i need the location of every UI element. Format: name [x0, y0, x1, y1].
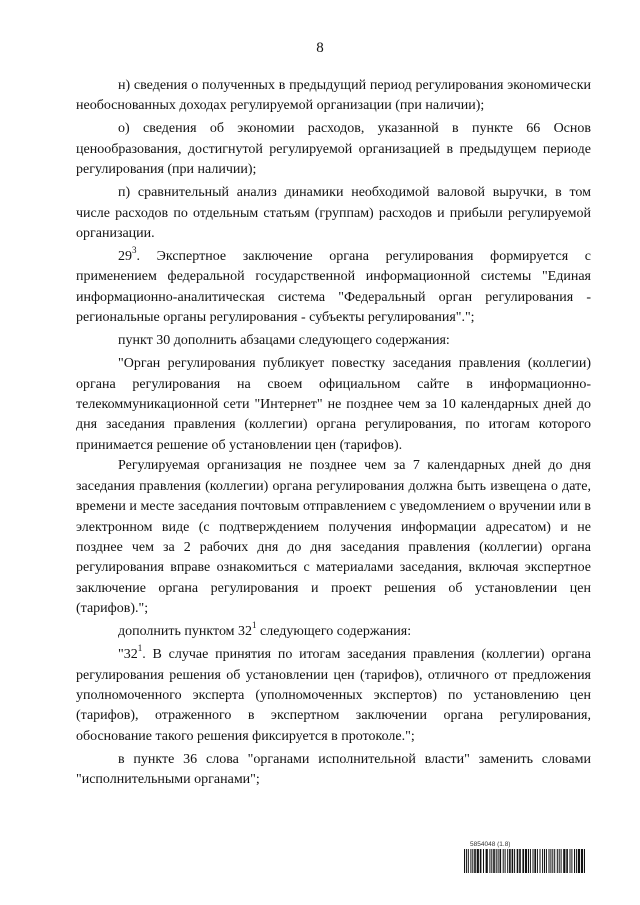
paragraph-text: "Орган регулирования публикует повестку заседания правления (коллегии) органа регулирования на своем официальном сайте в информационно-телекоммуникационной сети "Интернет" не позднее чем за 10 календарных дней до дня заседания правления (коллегии) органа регулирования, по итогам которого принимается решение об установлении цен (тарифов).	[76, 356, 591, 453]
paragraph-item-o	[76, 119, 591, 180]
page-number: 8	[316, 40, 324, 56]
paragraph-instruction-30	[76, 331, 591, 351]
paragraph-text: пункт 30 дополнить абзацами следующего содержания:	[118, 333, 450, 349]
paragraph-text: . В случае принятия по итогам заседания правления (коллегии) органа регулирования решения об установлении цен (тарифов), отличного от предложения уполномоченного эксперта (уполномоченных экспертов) по установлению цен (тарифов), отраженного в экспертном заключении органа регулирования, обоснование такого решения фиксируется в протоколе.";	[76, 647, 591, 744]
paragraph-item-p	[76, 183, 591, 244]
paragraph-text: н) сведения о полученных в предыдущий период регулирования экономически необоснованных доходах регулируемой организации (при наличии);	[76, 78, 591, 114]
paragraph-text: дополнить пунктом 32	[118, 624, 253, 640]
barcode-icon	[464, 849, 586, 873]
paragraph-text: в пункте 36 слова "органами исполнительной власти" заменить словами "исполнительными органами";	[76, 751, 591, 788]
clause-superscript: 3	[132, 245, 137, 256]
barcode-block	[464, 840, 586, 873]
clause-superscript: 1	[252, 620, 257, 631]
paragraph-quoted-notice	[76, 456, 591, 619]
document-body	[76, 76, 591, 793]
clause-superscript: 1	[137, 643, 143, 654]
paragraph-clause-29-3	[76, 247, 591, 329]
paragraph-text: о) сведения об экономии расходов, указанной в пункте 66 Основ ценообразования, достигнутой регулируемой организацией в предыдущем периоде регулирования (при наличии);	[76, 121, 591, 178]
paragraph-instruction-36	[76, 750, 591, 791]
clause-number: "32	[118, 647, 138, 663]
clause-number: 29	[118, 249, 132, 265]
paragraph-quoted-agenda	[76, 354, 591, 456]
paragraph-clause-32-1	[76, 645, 591, 747]
barcode-number: 5854048 (1.8)	[470, 841, 511, 848]
paragraph-text: Регулируемая организация не позднее чем за 7 календарных дней до дня заседания правления (коллегии) органа регулирования должна быть извещена о дате, времени и месте заседания почтовым отправлением с уведомлением о вручении или в электронном виде (с подтверждением получения информации адресатом) и не позднее чем за 2 рабочих дня до дня заседания правления (коллегии) органа регулирования вправе ознакомиться с материалами заседания, включая экспертное заключение органа регулирования и проект решения об установлении цен (тарифов).";	[76, 458, 591, 617]
paragraph-text: следующего содержания:	[256, 624, 412, 640]
paragraph-instruction-32-1	[76, 622, 591, 642]
paragraph-item-n	[76, 76, 591, 117]
paragraph-text: . Экспертное заключение органа регулирования формируется с применением федеральной государственной информационной системы "Единая информационно-аналитическая система "Федеральный орган регулирования - региональные органы регулирования - субъекты регулирования".";	[76, 249, 591, 326]
paragraph-text: п) сравнительный анализ динамики необходимой валовой выручки, в том числе расходов по отдельным статьям (группам) расходов и прибыли регулируемой организации.	[76, 185, 591, 242]
